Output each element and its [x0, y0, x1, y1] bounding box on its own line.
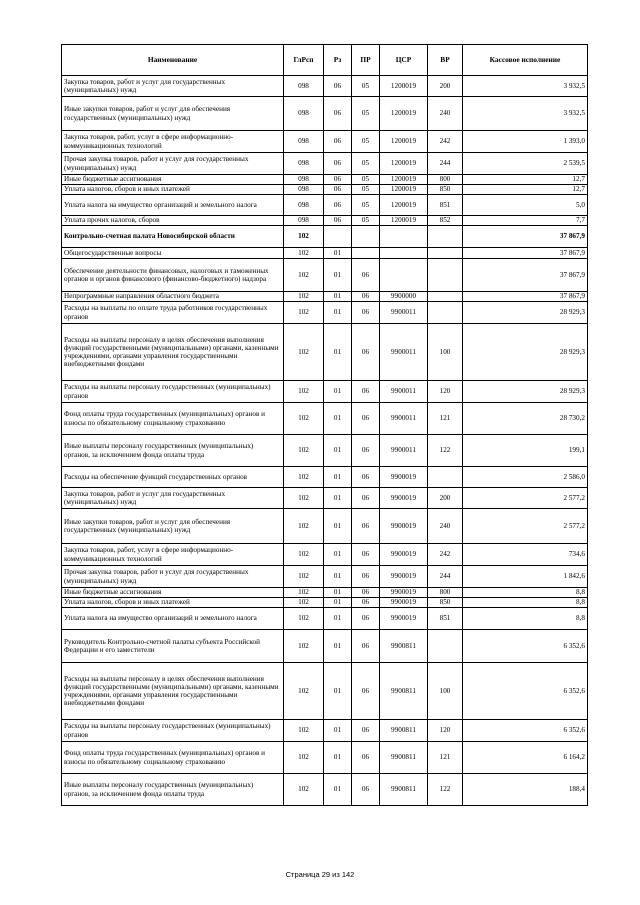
cell-csr: 9900019: [380, 608, 428, 630]
cell-name: Расходы на выплаты по оплате труда работников государственных органов: [62, 302, 284, 324]
cell-pr: 05: [352, 175, 380, 185]
cell-csr: [380, 259, 428, 292]
cell-rz: [324, 226, 352, 248]
cell-rz: 01: [324, 302, 352, 324]
cell-amount: 2 539,5: [463, 153, 588, 175]
table-row: [62, 259, 588, 292]
cell-rz: 01: [324, 598, 352, 608]
cell-pr: 06: [352, 259, 380, 292]
cell-name: Руководитель Контрольно-счетной палаты субъекта Российской Федерации и его заместители: [62, 630, 284, 663]
cell-csr: 9900019: [380, 488, 428, 509]
cell-glrsp: 098: [284, 153, 324, 175]
cell-vr: 122: [428, 774, 463, 806]
cell-rz: 06: [324, 131, 352, 153]
cell-csr: 1200019: [380, 185, 428, 195]
cell-pr: 06: [352, 630, 380, 663]
cell-vr: [428, 292, 463, 302]
cell-rz: 01: [324, 324, 352, 381]
cell-name: Прочая закупка товаров, работ и услуг для государственных (муниципальных) нужд: [62, 153, 284, 175]
cell-csr: 9900011: [380, 435, 428, 467]
cell-vr: 121: [428, 403, 463, 435]
table-row: [62, 226, 588, 248]
cell-rz: 01: [324, 435, 352, 467]
cell-glrsp: 102: [284, 509, 324, 544]
cell-rz: 01: [324, 588, 352, 598]
cell-pr: 06: [352, 467, 380, 488]
cell-pr: 06: [352, 544, 380, 566]
cell-rz: 06: [324, 216, 352, 226]
cell-glrsp: 102: [284, 742, 324, 774]
cell-vr: 242: [428, 544, 463, 566]
cell-vr: 800: [428, 175, 463, 185]
table-row: [62, 598, 588, 608]
table-row: [62, 630, 588, 663]
cell-name: Иные выплаты персоналу государственных (муниципальных) органов, за исключением фонда оплаты труда: [62, 774, 284, 806]
table-row: [62, 435, 588, 467]
cell-vr: 852: [428, 216, 463, 226]
cell-vr: 242: [428, 131, 463, 153]
cell-csr: 9900019: [380, 544, 428, 566]
cell-amount: 37 867,9: [463, 226, 588, 248]
cell-pr: 06: [352, 302, 380, 324]
cell-glrsp: 102: [284, 588, 324, 598]
cell-csr: 9900019: [380, 509, 428, 544]
cell-vr: 200: [428, 76, 463, 97]
cell-amount: 8,8: [463, 608, 588, 630]
cell-vr: 200: [428, 488, 463, 509]
table-row: [62, 742, 588, 774]
cell-name: Уплата налога на имущество организаций и земельного налога: [62, 195, 284, 216]
cell-amount: 1 393,0: [463, 131, 588, 153]
cell-glrsp: 102: [284, 435, 324, 467]
table-row: [62, 488, 588, 509]
cell-vr: [428, 259, 463, 292]
cell-csr: 9900019: [380, 467, 428, 488]
cell-rz: 01: [324, 608, 352, 630]
cell-glrsp: 098: [284, 175, 324, 185]
cell-amount: 8,8: [463, 598, 588, 608]
cell-csr: [380, 248, 428, 259]
cell-rz: 01: [324, 630, 352, 663]
cell-csr: 1200019: [380, 195, 428, 216]
cell-pr: 06: [352, 292, 380, 302]
cell-rz: 01: [324, 292, 352, 302]
cell-glrsp: 102: [284, 259, 324, 292]
cell-name: Расходы на обеспечение функций государственных органов: [62, 467, 284, 488]
cell-csr: 9900811: [380, 720, 428, 742]
table-row: [62, 588, 588, 598]
cell-rz: 06: [324, 76, 352, 97]
header-name: Наименование: [62, 45, 284, 76]
cell-csr: 1200019: [380, 97, 428, 131]
table-row: [62, 608, 588, 630]
cell-amount: 5,0: [463, 195, 588, 216]
header-pr: ПР: [352, 45, 380, 76]
cell-name: Расходы на выплаты персоналу в целях обеспечения выполнения функций государственными (муниципальными) органами, казенными учреждениями, органами управления государственными внебюджетными фондами: [62, 324, 284, 381]
cell-name: Закупка товаров, работ, услуг в сфере информационно-коммуникационных технологий: [62, 131, 284, 153]
cell-glrsp: 102: [284, 302, 324, 324]
cell-vr: 240: [428, 97, 463, 131]
cell-glrsp: 098: [284, 216, 324, 226]
cell-glrsp: 102: [284, 720, 324, 742]
header-csr: ЦСР: [380, 45, 428, 76]
cell-pr: 06: [352, 598, 380, 608]
cell-pr: [352, 226, 380, 248]
cell-pr: 06: [352, 608, 380, 630]
cell-glrsp: 098: [284, 195, 324, 216]
header-glrsp: ГлРсп: [284, 45, 324, 76]
table-row: [62, 324, 588, 381]
table-row: [62, 185, 588, 195]
cell-csr: 1200019: [380, 216, 428, 226]
cell-name: Расходы на выплаты персоналу государственных (муниципальных) органов: [62, 720, 284, 742]
table-header-row: [62, 45, 588, 76]
cell-amount: 28 929,3: [463, 302, 588, 324]
cell-vr: 851: [428, 608, 463, 630]
cell-vr: 850: [428, 598, 463, 608]
cell-pr: 06: [352, 403, 380, 435]
cell-amount: 2 577,2: [463, 488, 588, 509]
cell-amount: 6 352,6: [463, 630, 588, 663]
table-row: [62, 292, 588, 302]
cell-csr: 9900811: [380, 630, 428, 663]
cell-glrsp: 098: [284, 97, 324, 131]
table-row: [62, 175, 588, 185]
cell-name: Уплата прочих налогов, сборов: [62, 216, 284, 226]
table-row: [62, 195, 588, 216]
cell-name: Иные закупки товаров, работ и услуг для обеспечения государственных (муниципальных) нужд: [62, 509, 284, 544]
table-row: [62, 544, 588, 566]
cell-amount: 12,7: [463, 185, 588, 195]
cell-csr: 9900000: [380, 292, 428, 302]
cell-csr: 9900019: [380, 588, 428, 598]
cell-csr: 9900811: [380, 774, 428, 806]
cell-vr: 100: [428, 324, 463, 381]
cell-amount: 1 842,6: [463, 566, 588, 588]
cell-csr: 9900011: [380, 302, 428, 324]
cell-vr: 800: [428, 588, 463, 598]
cell-amount: 6 352,6: [463, 663, 588, 720]
cell-glrsp: 102: [284, 566, 324, 588]
cell-pr: 05: [352, 76, 380, 97]
page-number: Страница 29 из 142: [285, 870, 355, 879]
cell-rz: 06: [324, 185, 352, 195]
cell-amount: 7,7: [463, 216, 588, 226]
cell-glrsp: 102: [284, 324, 324, 381]
cell-vr: [428, 226, 463, 248]
cell-name: Расходы на выплаты персоналу государственных (муниципальных) органов: [62, 381, 284, 403]
table-row: [62, 302, 588, 324]
cell-csr: 9900811: [380, 742, 428, 774]
cell-csr: 9900011: [380, 381, 428, 403]
cell-glrsp: 102: [284, 403, 324, 435]
cell-pr: 06: [352, 588, 380, 598]
cell-glrsp: 102: [284, 467, 324, 488]
cell-vr: 120: [428, 720, 463, 742]
cell-csr: 1200019: [380, 175, 428, 185]
cell-vr: [428, 630, 463, 663]
cell-rz: 01: [324, 720, 352, 742]
cell-rz: 01: [324, 381, 352, 403]
cell-csr: 9900811: [380, 663, 428, 720]
cell-vr: 240: [428, 509, 463, 544]
cell-vr: [428, 302, 463, 324]
cell-glrsp: 098: [284, 76, 324, 97]
cell-csr: 9900011: [380, 324, 428, 381]
cell-pr: 06: [352, 720, 380, 742]
cell-name: Обеспечение деятельности финансовых, налоговых и таможенных органов и органов финансового (финансово-бюджетного) надзора: [62, 259, 284, 292]
cell-name: Уплата налогов, сборов и иных платежей: [62, 185, 284, 195]
cell-name: Закупка товаров, работ и услуг для государственных (муниципальных) нужд: [62, 488, 284, 509]
cell-pr: 06: [352, 324, 380, 381]
cell-name: Уплата налога на имущество организаций и земельного налога: [62, 608, 284, 630]
table-row: [62, 248, 588, 259]
table-row: [62, 381, 588, 403]
cell-glrsp: 102: [284, 598, 324, 608]
cell-pr: 05: [352, 153, 380, 175]
cell-csr: 9900019: [380, 598, 428, 608]
table-row: [62, 153, 588, 175]
cell-amount: 28 730,2: [463, 403, 588, 435]
cell-rz: 06: [324, 195, 352, 216]
cell-glrsp: 102: [284, 292, 324, 302]
cell-rz: 06: [324, 175, 352, 185]
cell-pr: 06: [352, 488, 380, 509]
table-row: [62, 663, 588, 720]
table-row: [62, 566, 588, 588]
table-row: [62, 76, 588, 97]
cell-rz: 06: [324, 97, 352, 131]
cell-rz: 01: [324, 663, 352, 720]
cell-vr: 120: [428, 381, 463, 403]
cell-vr: [428, 467, 463, 488]
cell-name: Прочая закупка товаров, работ и услуг для государственных (муниципальных) нужд: [62, 566, 284, 588]
cell-csr: 1200019: [380, 153, 428, 175]
cell-name: Контрольно-счетная палата Новосибирской области: [62, 226, 284, 248]
cell-rz: 01: [324, 248, 352, 259]
cell-pr: 05: [352, 185, 380, 195]
cell-csr: 1200019: [380, 131, 428, 153]
cell-vr: 121: [428, 742, 463, 774]
cell-amount: 3 932,5: [463, 76, 588, 97]
cell-vr: 244: [428, 153, 463, 175]
cell-glrsp: 102: [284, 544, 324, 566]
cell-name: Иные закупки товаров, работ и услуг для обеспечения государственных (муниципальных) нужд: [62, 97, 284, 131]
cell-amount: 2 586,0: [463, 467, 588, 488]
cell-name: Закупка товаров, работ и услуг для государственных (муниципальных) нужд: [62, 76, 284, 97]
cell-pr: 06: [352, 566, 380, 588]
cell-glrsp: 102: [284, 381, 324, 403]
cell-pr: 05: [352, 216, 380, 226]
cell-vr: 850: [428, 185, 463, 195]
cell-pr: 06: [352, 742, 380, 774]
cell-pr: 05: [352, 131, 380, 153]
cell-pr: 06: [352, 663, 380, 720]
cell-pr: 06: [352, 381, 380, 403]
cell-amount: 2 577,2: [463, 509, 588, 544]
table-row: [62, 97, 588, 131]
cell-name: Фонд оплаты труда государственных (муниципальных) органов и взносы по обязательному социальному страхованию: [62, 742, 284, 774]
cell-name: Фонд оплаты труда государственных (муниципальных) органов и взносы по обязательному социальному страхованию: [62, 403, 284, 435]
table-row: [62, 509, 588, 544]
cell-amount: 28 929,3: [463, 324, 588, 381]
cell-vr: 122: [428, 435, 463, 467]
cell-glrsp: 102: [284, 663, 324, 720]
cell-glrsp: 098: [284, 185, 324, 195]
cell-pr: 05: [352, 195, 380, 216]
cell-rz: 01: [324, 544, 352, 566]
cell-rz: 01: [324, 259, 352, 292]
cell-glrsp: 102: [284, 248, 324, 259]
cell-csr: 9900019: [380, 566, 428, 588]
cell-rz: 01: [324, 403, 352, 435]
cell-name: Общегосударственные вопросы: [62, 248, 284, 259]
table-body: [62, 76, 588, 806]
cell-vr: 851: [428, 195, 463, 216]
cell-rz: 06: [324, 153, 352, 175]
cell-pr: 05: [352, 97, 380, 131]
cell-amount: 12,7: [463, 175, 588, 185]
cell-glrsp: 102: [284, 226, 324, 248]
cell-pr: 06: [352, 435, 380, 467]
cell-amount: 37 867,9: [463, 292, 588, 302]
cell-name: Уплата налогов, сборов и иных платежей: [62, 598, 284, 608]
cell-amount: 3 932,5: [463, 97, 588, 131]
cell-glrsp: 102: [284, 608, 324, 630]
table-row: [62, 467, 588, 488]
cell-vr: 100: [428, 663, 463, 720]
cell-rz: 01: [324, 774, 352, 806]
cell-name: Иные бюджетные ассигнования: [62, 175, 284, 185]
cell-amount: 199,1: [463, 435, 588, 467]
cell-amount: 37 867,9: [463, 259, 588, 292]
cell-name: Иные бюджетные ассигнования: [62, 588, 284, 598]
cell-pr: [352, 248, 380, 259]
cell-glrsp: 102: [284, 630, 324, 663]
cell-rz: 01: [324, 488, 352, 509]
cell-name: Расходы на выплаты персоналу в целях обеспечения выполнения функций государственными (муниципальными) органами, казенными учреждениями, органами управления государственными внебюджетными фондами: [62, 663, 284, 720]
cell-name: Закупка товаров, работ, услуг в сфере информационно-коммуникационных технологий: [62, 544, 284, 566]
cell-amount: 188,4: [463, 774, 588, 806]
cell-glrsp: 098: [284, 131, 324, 153]
cell-csr: 1200019: [380, 76, 428, 97]
cell-pr: 06: [352, 509, 380, 544]
cell-amount: 6 164,2: [463, 742, 588, 774]
table-row: [62, 720, 588, 742]
cell-pr: 06: [352, 774, 380, 806]
cell-amount: 28 929,3: [463, 381, 588, 403]
cell-glrsp: 102: [284, 488, 324, 509]
cell-csr: 9900011: [380, 403, 428, 435]
cell-name: Непрограммные направления областного бюджета: [62, 292, 284, 302]
cell-rz: 01: [324, 566, 352, 588]
cell-amount: 37 867,9: [463, 248, 588, 259]
cell-amount: 6 352,6: [463, 720, 588, 742]
cell-glrsp: 102: [284, 774, 324, 806]
table-row: [62, 774, 588, 806]
header-amount: Кассовое исполнение: [463, 45, 588, 76]
cell-vr: [428, 248, 463, 259]
header-rz: Рз: [324, 45, 352, 76]
header-vr: ВР: [428, 45, 463, 76]
cell-csr: [380, 226, 428, 248]
cell-rz: 01: [324, 467, 352, 488]
cell-rz: 01: [324, 509, 352, 544]
cell-rz: 01: [324, 742, 352, 774]
cell-amount: 734,6: [463, 544, 588, 566]
table-row: [62, 131, 588, 153]
cell-vr: 244: [428, 566, 463, 588]
table-row: [62, 216, 588, 226]
budget-table: [61, 44, 588, 806]
cell-name: Иные выплаты персоналу государственных (муниципальных) органов, за исключением фонда оплаты труда: [62, 435, 284, 467]
table-row: [62, 403, 588, 435]
cell-amount: 8,8: [463, 588, 588, 598]
